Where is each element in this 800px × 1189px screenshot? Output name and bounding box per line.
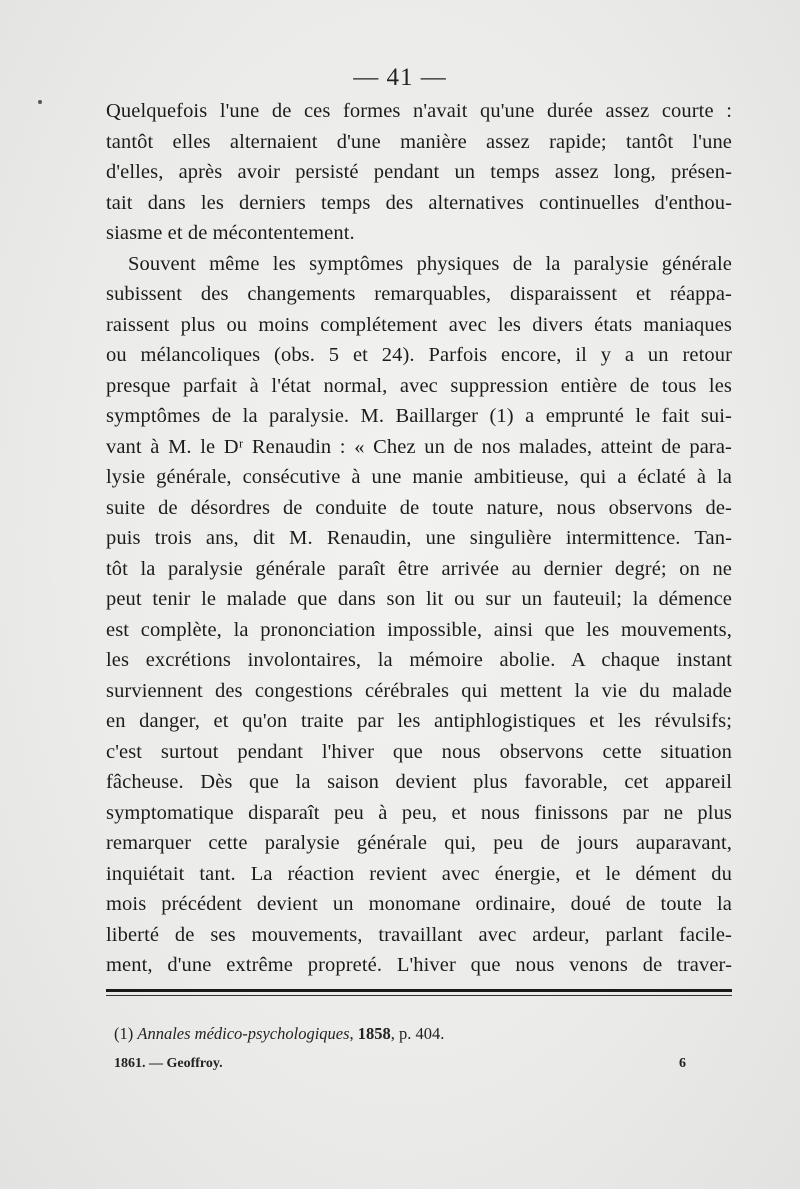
text-line: Souvent même les symptômes physiques de la paralysie générale: [128, 252, 732, 275]
text-line: en danger, et qu'on traite par les antiphlogistiques et les révulsifs;: [106, 710, 732, 732]
text-line: ment, d'une extrême propreté. L'hiver que nous venons de traver-: [106, 954, 732, 976]
paragraph-2: [106, 249, 732, 981]
body-text: [106, 96, 732, 981]
text-line: est complète, la prononciation impossible, ainsi que les mouvements,: [106, 618, 732, 641]
text-line: lysie générale, consécutive à une manie ambitieuse, qui a éclaté à la: [106, 466, 732, 488]
page-number: — 41 —: [353, 64, 447, 91]
footnote-journal: Annales médico-psychologiques: [137, 1024, 350, 1043]
footnote-rule: [106, 989, 732, 992]
text-line: ou mélancoliques (obs. 5 et 24). Parfois encore, il y a un retour: [106, 344, 732, 366]
margin-speck: [38, 100, 42, 104]
printer-imprint: [114, 1056, 686, 1072]
signature-mark: 6: [679, 1056, 686, 1071]
text-line: suite de désordres de conduite de toute nature, nous observons de-: [106, 496, 732, 519]
text-line: puis trois ans, dit M. Renaudin, une singulière intermittence. Tan-: [106, 527, 732, 549]
text-line: c'est surtout pendant l'hiver que nous observons cette situation: [106, 740, 732, 763]
paragraph-1: [106, 96, 732, 249]
text-line: fâcheuse. Dès que la saison devient plus favorable, cet appareil: [106, 771, 732, 793]
text-line: presque parfait à l'état normal, avec suppression entière de tous les: [106, 374, 732, 397]
footnote-rule-thin: [106, 995, 732, 996]
text-line: peut tenir le malade que dans son lit ou sur un fauteuil; la démence: [106, 588, 732, 610]
text-line: liberté de ses mouvements, travaillant avec ardeur, parlant facile-: [106, 923, 732, 946]
text-line: tantôt elles alternaient d'une manière assez rapide; tantôt l'une: [106, 130, 732, 153]
text-line: symptômes de la paralysie. M. Baillarger (1) a emprunté le fait sui-: [106, 405, 732, 427]
text-line: Quelquefois l'une de ces formes n'avait qu'une durée assez courte :: [106, 100, 732, 122]
text-line: tait dans les derniers temps des alternatives continuelles d'enthou-: [106, 191, 732, 214]
text-line: vant à M. le Dʳ Renaudin : « Chez un de nos malades, atteint de para-: [106, 435, 732, 458]
text-line: surviennent des congestions cérébrales qui mettent la vie du malade: [106, 679, 732, 702]
text-line: raissent plus ou moins complétement avec les divers états maniaques: [106, 313, 732, 336]
footnote-year: 1858: [357, 1024, 391, 1043]
imprint-text: 1861. — Geoffroy.: [114, 1056, 223, 1071]
text-line: les excrétions involontaires, la mémoire abolie. A chaque instant: [106, 649, 732, 671]
footnote: (1) Annales médico-psychologiques, 1858, p. 404.: [114, 1024, 445, 1043]
text-line: d'elles, après avoir persisté pendant un temps assez long, présen-: [106, 161, 732, 183]
text-line: mois précédent devient un monomane ordinaire, doué de toute la: [106, 893, 732, 915]
text-line: siasme et de mécontentement.: [106, 222, 355, 244]
footnote-page: p. 404.: [399, 1024, 445, 1043]
text-line: tôt la paralysie générale paraît être arrivée au dernier degré; on ne: [106, 557, 732, 580]
text-line: subissent des changements remarquables, disparaissent et réappa-: [106, 283, 732, 305]
text-line: inquiétait tant. La réaction revient avec énergie, et le dément du: [106, 862, 732, 885]
text-line: remarquer cette paralysie générale qui, peu de jours auparavant,: [106, 832, 732, 854]
text-line: symptomatique disparaît peu à peu, et nous finissons par ne plus: [106, 801, 732, 824]
footnote-marker: (1): [114, 1024, 134, 1043]
